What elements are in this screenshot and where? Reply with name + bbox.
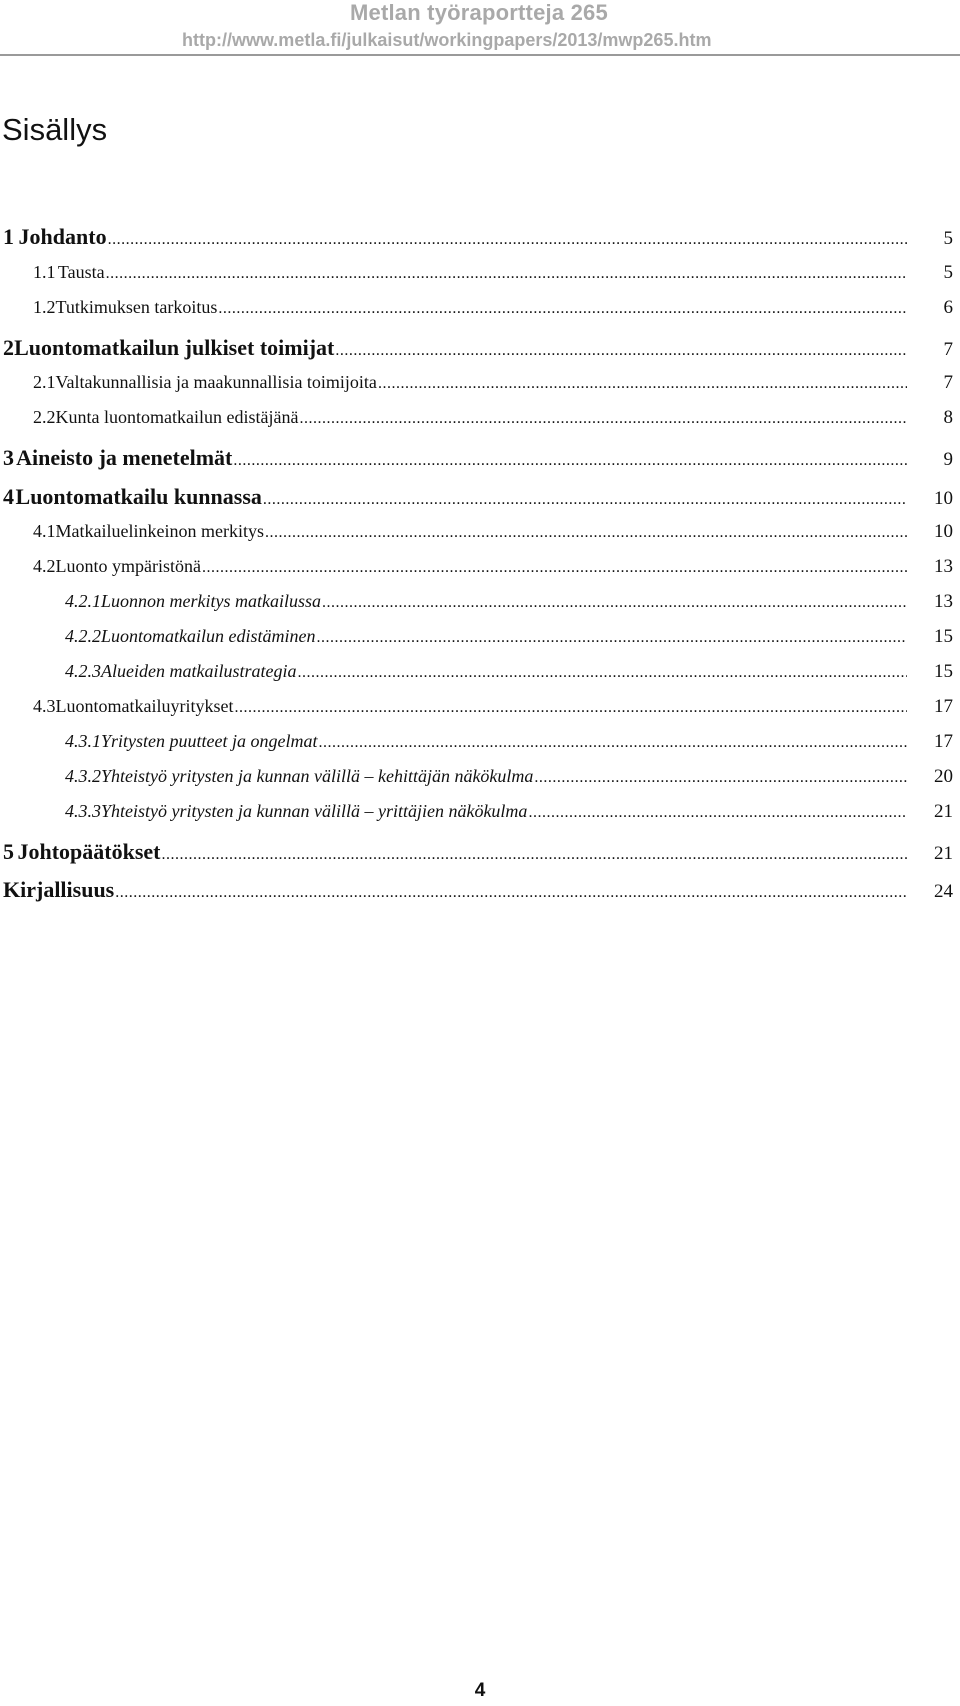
toc-leader-dots xyxy=(115,884,907,902)
toc-entry-number: 2.2 xyxy=(33,407,56,427)
toc-entry-number: 1.2 xyxy=(33,297,56,317)
toc-entry-number: 4 xyxy=(3,484,14,509)
toc-entry-number: 4.2 xyxy=(33,556,56,576)
toc-entry-page: 7 xyxy=(943,372,953,393)
toc-entry-page: 24 xyxy=(934,881,953,902)
toc-entry-label: Luonnon merkitys matkailussa xyxy=(101,591,321,611)
toc-entry-1-1[interactable] xyxy=(33,262,953,284)
header-divider xyxy=(0,54,960,56)
toc-entry-label: Matkailuelinkeinon merkitys xyxy=(55,521,264,541)
toc-entry-number: 4.2.2 xyxy=(65,626,101,646)
toc-entry-number: 3 xyxy=(3,445,14,470)
toc-entry-number: 5 xyxy=(3,839,14,864)
toc-entry-label: Luontomatkailuyritykset xyxy=(55,696,234,716)
toc-entry-4-3[interactable] xyxy=(33,696,953,718)
toc-entry-4-2-1[interactable] xyxy=(65,591,953,613)
toc-entry-3[interactable] xyxy=(3,445,953,471)
toc-leader-dots xyxy=(263,491,907,509)
toc-entry-page: 7 xyxy=(943,339,953,360)
toc-entry-number: 4.3.2 xyxy=(65,766,101,786)
toc-entry-4-1[interactable] xyxy=(33,521,953,543)
toc-entry-page: 10 xyxy=(934,488,953,509)
toc-leader-dots xyxy=(299,410,907,428)
toc-entry-page: 5 xyxy=(943,262,953,283)
toc-entry-1[interactable] xyxy=(3,224,953,250)
toc-entry-page: 13 xyxy=(934,591,953,612)
toc-entry-4-2[interactable] xyxy=(33,556,953,578)
toc-entry-number: 1.1 xyxy=(33,262,56,282)
toc-entry-label: Johdanto xyxy=(18,224,107,249)
toc-entry-number: 4.3.1 xyxy=(65,731,101,751)
toc-entry-number: 4.2.3 xyxy=(65,661,101,681)
toc-leader-dots xyxy=(265,524,907,542)
toc-entry-1-2[interactable] xyxy=(33,297,953,319)
toc-entry-2-2[interactable] xyxy=(33,407,953,429)
toc-entry-label: Kirjallisuus xyxy=(3,877,115,902)
toc-entry-page: 9 xyxy=(943,449,953,470)
toc-entry-number: 4.2.1 xyxy=(65,591,101,611)
toc-entry-page: 17 xyxy=(934,731,953,752)
toc-entry-label: Yhteistyö yritysten ja kunnan välillä – kehittäjän näkökulma xyxy=(101,766,534,786)
toc-entry-4-2-2[interactable] xyxy=(65,626,953,648)
toc-entry-label: Luontomatkailun edistäminen xyxy=(101,626,316,646)
toc-entry-label: Luontomatkailun julkiset toimijat xyxy=(14,335,335,360)
toc-entry-label: Luonto ympäristönä xyxy=(55,556,201,576)
toc-entry-number: 4.3 xyxy=(33,696,56,716)
toc-entry-label: Tausta xyxy=(57,262,105,282)
toc-entry-4-3-1[interactable] xyxy=(65,731,953,753)
toc-entry-number: 4.1 xyxy=(33,521,56,541)
toc-entry-5[interactable] xyxy=(3,839,953,865)
page-number: 4 xyxy=(474,1680,486,1701)
toc-entry-page: 13 xyxy=(934,556,953,577)
toc-leader-dots xyxy=(162,846,908,864)
toc-entry-label: Yhteistyö yritysten ja kunnan välillä – yrittäjien näkökulma xyxy=(101,801,528,821)
toc-leader-dots xyxy=(218,300,907,318)
toc-entry-4-3-3[interactable] xyxy=(65,801,953,823)
toc-leader-dots xyxy=(322,594,907,612)
running-header xyxy=(0,0,960,56)
toc-entry-page: 10 xyxy=(934,521,953,542)
toc-entry-page: 6 xyxy=(943,297,953,318)
toc-leader-dots xyxy=(202,559,907,577)
toc-entry-page: 5 xyxy=(943,228,953,249)
toc-entry-page: 8 xyxy=(943,407,953,428)
toc-entry-page: 20 xyxy=(934,766,953,787)
toc-entry-2-1[interactable] xyxy=(33,372,953,394)
toc-leader-dots xyxy=(378,375,907,393)
toc-entry-label: Kunta luontomatkailun edistäjänä xyxy=(55,407,299,427)
toc-entry-label: Luontomatkailu kunnassa xyxy=(15,484,262,509)
toc-entry-number: 2 xyxy=(3,335,14,360)
toc-entry-4-3-2[interactable] xyxy=(65,766,953,788)
toc-entry-label: Tutkimuksen tarkoitus xyxy=(55,297,218,317)
toc-leader-dots xyxy=(108,231,907,249)
series-title: Metlan työraportteja 265 xyxy=(350,0,608,25)
toc-entry-label: Yritysten puutteet ja ongelmat xyxy=(101,731,318,751)
toc-leader-dots xyxy=(318,734,907,752)
toc-leader-dots xyxy=(528,804,907,822)
toc-leader-dots xyxy=(317,629,908,647)
toc-entry-label: Aineisto ja menetelmät xyxy=(16,445,233,470)
toc-entry-4-2-3[interactable] xyxy=(65,661,953,683)
toc-entry-label: Johtopäätökset xyxy=(17,839,161,864)
toc-entry-label: Alueiden matkailustrategia xyxy=(101,661,297,681)
toc-entry-page: 17 xyxy=(934,696,953,717)
header-url-link[interactable]: http://www.metla.fi/julkaisut/workingpapers/2013/mwp265.htm xyxy=(182,30,712,50)
toc-entry-kirjallisuus[interactable] xyxy=(3,877,953,903)
toc-entry-number: 4.3.3 xyxy=(65,801,101,821)
toc-entry-label: Valtakunnallisia ja maakunnallisia toimijoita xyxy=(55,372,377,392)
toc-entry-number: 2.1 xyxy=(33,372,56,392)
toc-leader-dots xyxy=(234,699,907,717)
page-title: Sisällys xyxy=(2,112,108,147)
toc-leader-dots xyxy=(233,452,907,470)
toc-entry-page: 15 xyxy=(934,626,953,647)
toc-entry-number: 1 xyxy=(3,224,14,249)
toc-entry-4[interactable] xyxy=(3,484,953,510)
toc-entry-2[interactable] xyxy=(3,335,953,361)
toc-leader-dots xyxy=(106,265,907,283)
toc-entry-page: 21 xyxy=(934,843,953,864)
toc-leader-dots xyxy=(335,342,907,360)
toc-leader-dots xyxy=(297,664,907,682)
toc-leader-dots xyxy=(534,769,907,787)
toc-entry-page: 21 xyxy=(934,801,953,822)
toc-entry-page: 15 xyxy=(934,661,953,682)
